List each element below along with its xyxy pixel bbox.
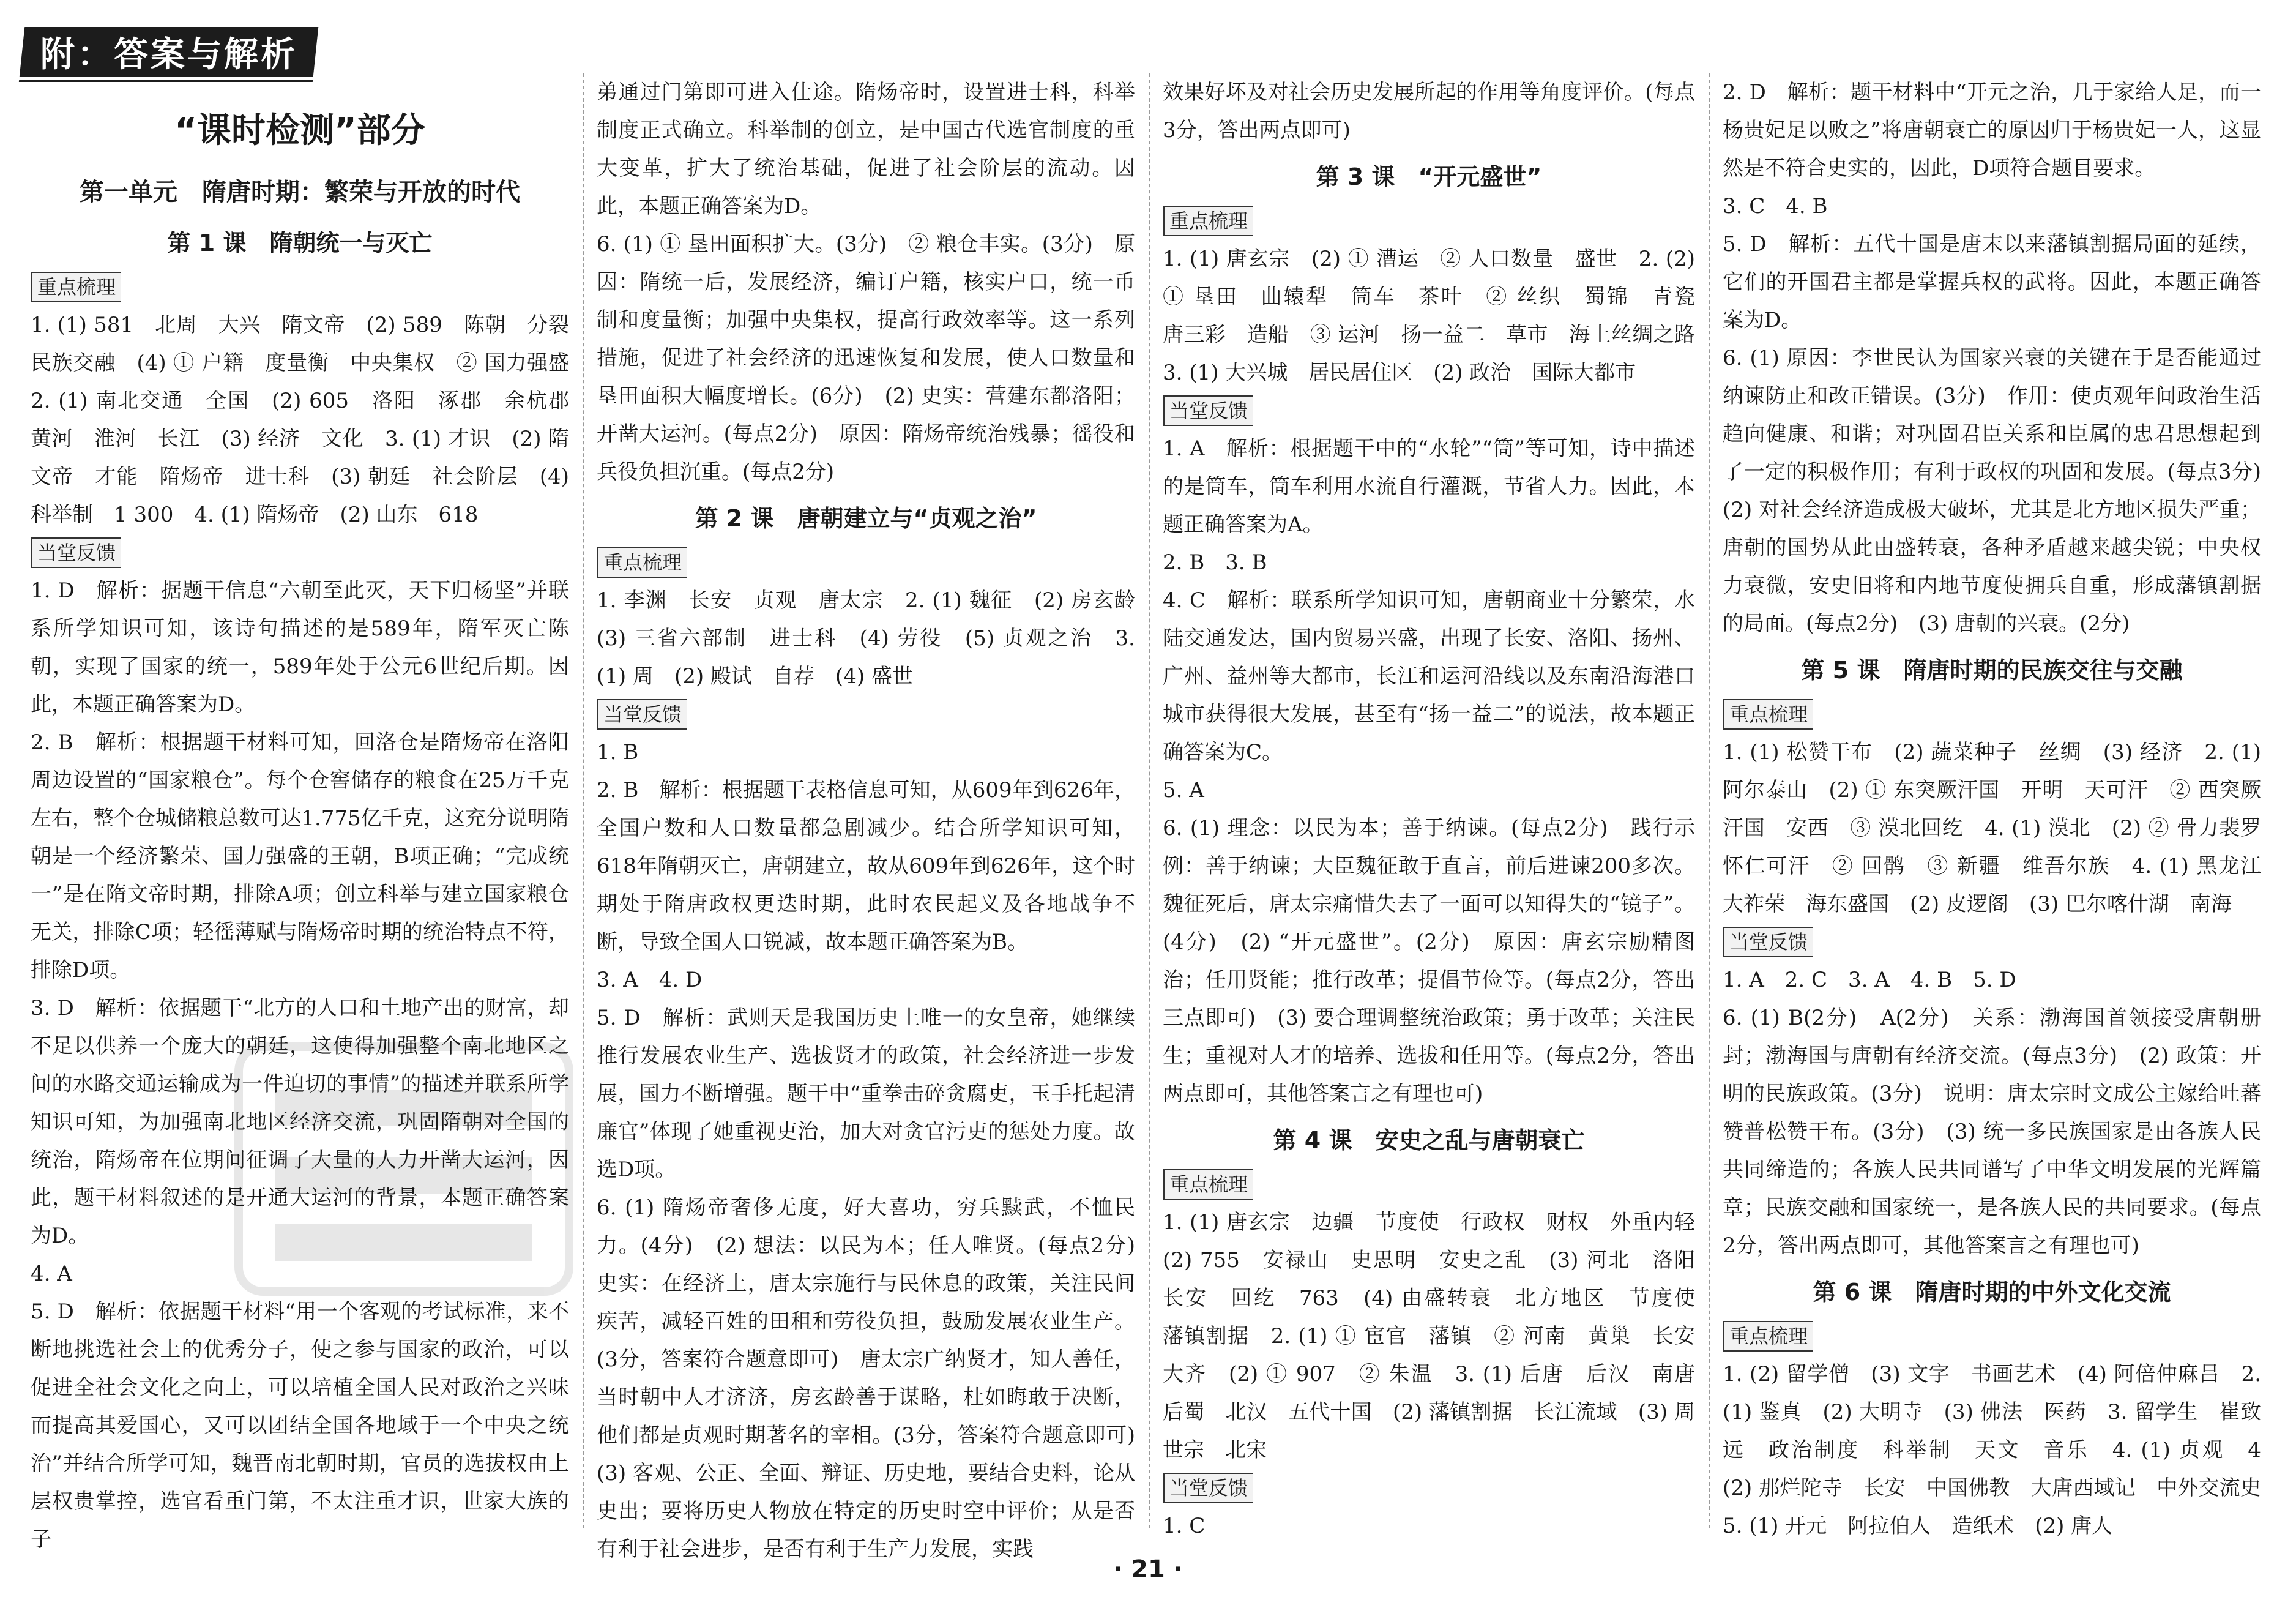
answer-paragraph: 5. D 解析：依据题干材料“用一个客观的考试标准，来不断地挑选社会上的优秀分子，使之参与国家的政治，可以促进全社会文化之向上，可以培植全国人民对政治之兴味而提高其爱国心，又可以团结全国各地域于一个中央之统治”并结合所学可知，魏晋南北朝时期，官员的选拔权由上层权贵掌控，选官看重门第，不太注重才识，世家大族的子 — [31, 1299, 569, 1552]
section-label: 当堂反馈 — [1163, 1473, 1253, 1503]
page-number: · 21 · — [1113, 1555, 1183, 1584]
section-label: 重点梳理 — [1163, 206, 1253, 236]
answer-paragraph: 3. A 4. D — [597, 968, 703, 992]
unit-title: 第一单元 隋唐时期：繁荣与开放的时代 — [80, 178, 520, 206]
column-divider — [1149, 73, 1150, 1528]
answer-paragraph: 5. D 解析：五代十国是唐末以来藩镇割据局面的延续，它们的开国君主都是掌握兵权的武将。因此，本题正确答案为D。 — [1723, 232, 2261, 332]
answer-paragraph: 1. (1) 唐玄宗 (2) ① 漕运 ② 人口数量 盛世 2. (2) ① 垦田 曲辕犁 筒车 茶叶 ② 丝织 蜀锦 青瓷 唐三彩 造船 ③ 运河 扬一益二 草市 海上丝绸之路 3. (1) 大兴城 居民居住区 (2) 政治 国际大都市 — [1163, 247, 1716, 385]
answer-paragraph: 1. A 解析：根据题干中的“水轮”“筒”等可知，诗中描述的是筒车，筒车利用水流自行灌溉，节省人力。因此，本题正确答案为A。 — [1163, 436, 1695, 537]
answer-paragraph: 弟通过门第即可进入仕途。隋炀帝时，设置进士科，科举制度正式确立。科举制的创立，是中国古代选官制度的重大变革，扩大了统治基础，促进了社会阶层的流动。因此，本题正确答案为D。 — [597, 80, 1135, 219]
answer-paragraph: 1. (1) 松赞干布 (2) 蔬菜种子 丝绸 (3) 经济 2. (1) 阿尔泰山 (2) ① 东突厥汗国 开明 天可汗 ② 西突厥汗国 安西 ③ 漠北回纥 4. (1) 漠北 (2) ② 骨力裴罗 怀仁可汗 ② 回鹘 ③ 新疆 维吾尔族 4. (1) 黑龙江 大祚荣 海东盛国 (2) 皮逻阁 (3) 巴尔喀什湖 南海 — [1723, 740, 2282, 916]
answer-paragraph: 效果好坏及对社会历史发展所起的作用等角度评价。(每点3分，答出两点即可) — [1163, 80, 1695, 143]
section-label: 重点梳理 — [1723, 699, 1813, 730]
answer-paragraph: 6. (1) ① 垦田面积扩大。(3分) ② 粮仓丰实。(3分) 原因：隋统一后，发展经济，编订户籍，核实户口，统一币制和度量衡；加强中央集权，提高行政效率等。这一系列措施，促进了社会经济的迅速恢复和发展，使人口数量和垦田面积大幅度增长。(6分) (2) 史实：营建东都洛阳；开凿大运河。(每点2分) 原因：隋炀帝统治残暴；徭役和兵役负担沉重。(每点2分) — [597, 232, 1135, 484]
lesson-title: 第 2 课 唐朝建立与“贞观之治” — [695, 505, 1037, 532]
answer-paragraph: 5. A — [1163, 778, 1204, 802]
answer-paragraph: 4. A — [31, 1262, 72, 1286]
answer-paragraph: 4. C 解析：联系所学知识可知，唐朝商业十分繁荣，水陆交通发达，国内贸易兴盛，出现了长安、洛阳、扬州、广州、益州等大都市，长江和运河沿线以及东南沿海港口城市获得很大发展，甚至有“扬一益二”的说法，故本题正确答案为C。 — [1163, 588, 1695, 765]
column-4 — [1723, 73, 2282, 1538]
part-title: “课时检测”部分 — [174, 111, 425, 151]
column-2 — [597, 73, 1156, 1561]
column-1 — [31, 92, 590, 1552]
answer-paragraph: 6. (1) 原因：李世民认为国家兴衰的关键在于是否能通过纳谏防止和改正错误。(3分) 作用：使贞观年间政治生活趋向健康、和谐；对巩固君臣关系和臣属的忠君思想起到了一定的积极作用；有利于政权的巩固和发展。(每点3分) (2) 对社会经济造成极大破坏，尤其是北方地区损失严重；唐朝的国势从此由盛转衰，各种矛盾越来越尖锐；中央权力衰微，安史旧将和内地节度使拥兵自重，形成藩镇割据的局面。(每点2分) (3) 唐朝的兴衰。(2分) — [1723, 346, 2282, 636]
section-label: 重点梳理 — [1723, 1321, 1813, 1352]
answer-paragraph: 1. (1) 唐玄宗 边疆 节度使 行政权 财权 外重内轻 (2) 755 安禄山 史思明 安史之乱 (3) 河北 洛阳 长安 回纥 763 (4) 由盛转衰 北方地区 节度使 藩镇割据 2. (1) ① 宦官 藩镇 ② 河南 黄巢 长安 大齐 (2) ① 907 ② 朱温 3. (1) 后唐 后汉 南唐 后蜀 北汉 五代十国 (2) 藩镇割据 长江流域 (3) 周世宗 北宋 — [1163, 1210, 1716, 1462]
answer-paragraph: 1. D 解析：据题干信息“六朝至此灭，天下归杨坚”并联系所学知识可知，该诗句描述的是589年，隋军灭亡陈朝，实现了国家的统一，589年处于公元6世纪后期。因此，本题正确答案为D。 — [31, 578, 569, 717]
section-label: 当堂反馈 — [1723, 927, 1813, 957]
lesson-title: 第 3 课 “开元盛世” — [1316, 163, 1542, 190]
answer-paragraph: 6. (1) 隋炀帝奢侈无度，好大喜功，穷兵黩武，不恤民力。(4分) (2) 想法：以民为本；任人唯贤。(每点2分) 史实：在经济上，唐太宗施行与民休息的政策，关注民间疾苦，减轻百姓的田租和劳役负担，鼓励发展农业生产。(3分，答案符合题意即可) 唐太宗广纳贤才，知人善任，当时朝中人才济济，房玄龄善于谋略，杜如晦敢于决断，他们都是贞观时期著名的宰相。(3分，答案符合题意即可) (3) 客观、公正、全面、辩证、历史地，要结合史料，论从史出；要将历史人物放在特定的历史时空中评价；从是否有利于社会进步，是否有利于生产力发展，实践 — [597, 1195, 1156, 1561]
answer-paragraph: 1. C — [1163, 1514, 1206, 1538]
answer-paragraph: 1. (2) 留学僧 (3) 文字 书画艺术 (4) 阿倍仲麻吕 2. (1) 鉴真 (2) 大明寺 (3) 佛法 医药 3. 留学生 崔致远 政治制度 科举制 天文 音乐 4. (1) 贞观 4 (2) 那烂陀寺 长安 中国佛教 大唐西域记 中外交流史 5. (1) 开元 阿拉伯人 造纸术 (2) 唐人 — [1723, 1362, 2282, 1538]
badge-text: 附：答案与解析 — [40, 35, 297, 75]
section-label: 重点梳理 — [597, 547, 687, 578]
answer-paragraph: 2. B 3. B — [1163, 550, 1267, 575]
column-3 — [1163, 73, 1716, 1538]
lesson-title: 第 5 课 隋唐时期的民族交往与交融 — [1801, 657, 2183, 684]
answer-paragraph: 3. C 4. B — [1723, 194, 1828, 219]
section-label: 当堂反馈 — [31, 537, 121, 568]
answers-badge — [20, 27, 319, 77]
answer-paragraph: 1. (1) 581 北周 大兴 隋文帝 (2) 589 陈朝 分裂 民族交融 (4) ① 户籍 度量衡 中央集权 ② 国力强盛 2. (1) 南北交通 全国 (2) 605 洛阳 涿郡 余杭郡 黄河 淮河 长江 (3) 经济 文化 3. (1) 才识 (2) 隋文帝 才能 隋炀帝 进士科 (3) 朝廷 社会阶层 (4) 科举制 1 300 4. (1) 隋炀帝 (2) 山东 618 — [31, 313, 590, 527]
lesson-title: 第 6 课 隋唐时期的中外文化交流 — [1813, 1279, 2171, 1306]
column-divider — [583, 73, 584, 1528]
section-label: 当堂反馈 — [1163, 395, 1253, 426]
answer-paragraph: 6. (1) B(2分) A(2分) 关系：渤海国首领接受唐朝册封；渤海国与唐朝有经济交流。(每点3分) (2) 政策：开明的民族政策。(3分) 说明：唐太宗时文成公主嫁给吐蕃赞普松赞干布。(3分) (3) 统一多民族国家是由各族人民共同缔造的；各族人民共同谱写了中华文明发展的光辉篇章；民族交融和国家统一，是各族人民的共同要求。(每点2分，答出两点即可，其他答案言之有理也可) — [1723, 1006, 2261, 1258]
answer-paragraph: 2. B 解析：根据题干表格信息可知，从609年到626年，全国户数和人口数量都急剧减少。结合所学知识可知，618年隋朝灭亡，唐朝建立，故从609年到626年，这个时期处于隋唐政权更迭时期，此时农民起义及各地战争不断，导致全国人口锐减，故本题正确答案为B。 — [597, 778, 1135, 954]
answer-paragraph: 5. D 解析：武则天是我国历史上唯一的女皇帝，她继续推行发展农业生产、选拔贤才的政策，社会经济进一步发展，国力不断增强。题干中“重拳击碎贪腐吏，玉手托起清廉官”体现了她重视吏治，加大对贪官污吏的惩处力度。故选D项。 — [597, 1006, 1135, 1182]
lesson-title: 第 4 课 安史之乱与唐朝衰亡 — [1273, 1127, 1585, 1154]
answer-paragraph: 1. A 2. C 3. A 4. B 5. D — [1723, 968, 2016, 992]
answer-paragraph: 6. (1) 理念：以民为本；善于纳谏。(每点2分) 践行示例：善于纳谏；大臣魏征敢于直言，前后进谏200多次。魏征死后，唐太宗痛惜失去了一面可以知得失的“镜子”。(4分) (2) “开元盛世”。(2分) 原因：唐玄宗励精图治；任用贤能；推行改革；提倡节俭等。(每点2分，答出三点即可) (3) 要合理调整统治政策；勇于改革；关注民生；重视对人才的培养、选拔和任用等。(每点2分，答出两点即可，其他答案言之有理也可) — [1163, 816, 1695, 1106]
answer-paragraph: 2. D 解析：题干材料中“开元之治，几于家给人足，而一杨贵妃足以败之”将唐朝衰亡的原因归于杨贵妃一人，这显然是不符合史实的，因此，D项符合题目要求。 — [1723, 80, 2261, 181]
lesson-title: 第 1 课 隋朝统一与灭亡 — [167, 230, 433, 256]
answer-paragraph: 2. B 解析：根据题干材料可知，回洛仓是隋炀帝在洛阳周边设置的“国家粮仓”。每个仓窖储存的粮食在25万千克左右，整个仓城储粮总数可达1.775亿千克，这充分说明隋朝是一个经济繁荣、国力强盛的王朝，B项正确；“完成统一”是在隋文帝时期，排除A项；创立科举与建立国家粮仓无关，排除C项；轻徭薄赋与隋炀帝时期的统治特点不符，排除D项。 — [31, 730, 569, 982]
section-label: 当堂反馈 — [597, 699, 687, 730]
answer-paragraph: 1. B — [597, 740, 639, 765]
section-label: 重点梳理 — [1163, 1169, 1253, 1200]
answer-paragraph: 3. D 解析：依据题干“北方的人口和土地产出的财富，却不足以供养一个庞大的朝廷，这使得加强整个南北地区之间的水路交通运输成为一件迫切的事情”的描述并联系所学知识可知，为加强南北地区经济交流，巩固隋朝对全国的统治，隋炀帝在位期间征调了大量的人力开凿大运河，因此，题干材料叙述的是开通大运河的背景，本题正确答案为D。 — [31, 996, 569, 1248]
section-label: 重点梳理 — [31, 272, 121, 302]
answer-paragraph: 1. 李渊 长安 贞观 唐太宗 2. (1) 魏征 (2) 房玄龄 (3) 三省六部制 进士科 (4) 劳役 (5) 贞观之治 3. (1) 周 (2) 殿试 自荐 (4) 盛世 — [597, 588, 1156, 689]
